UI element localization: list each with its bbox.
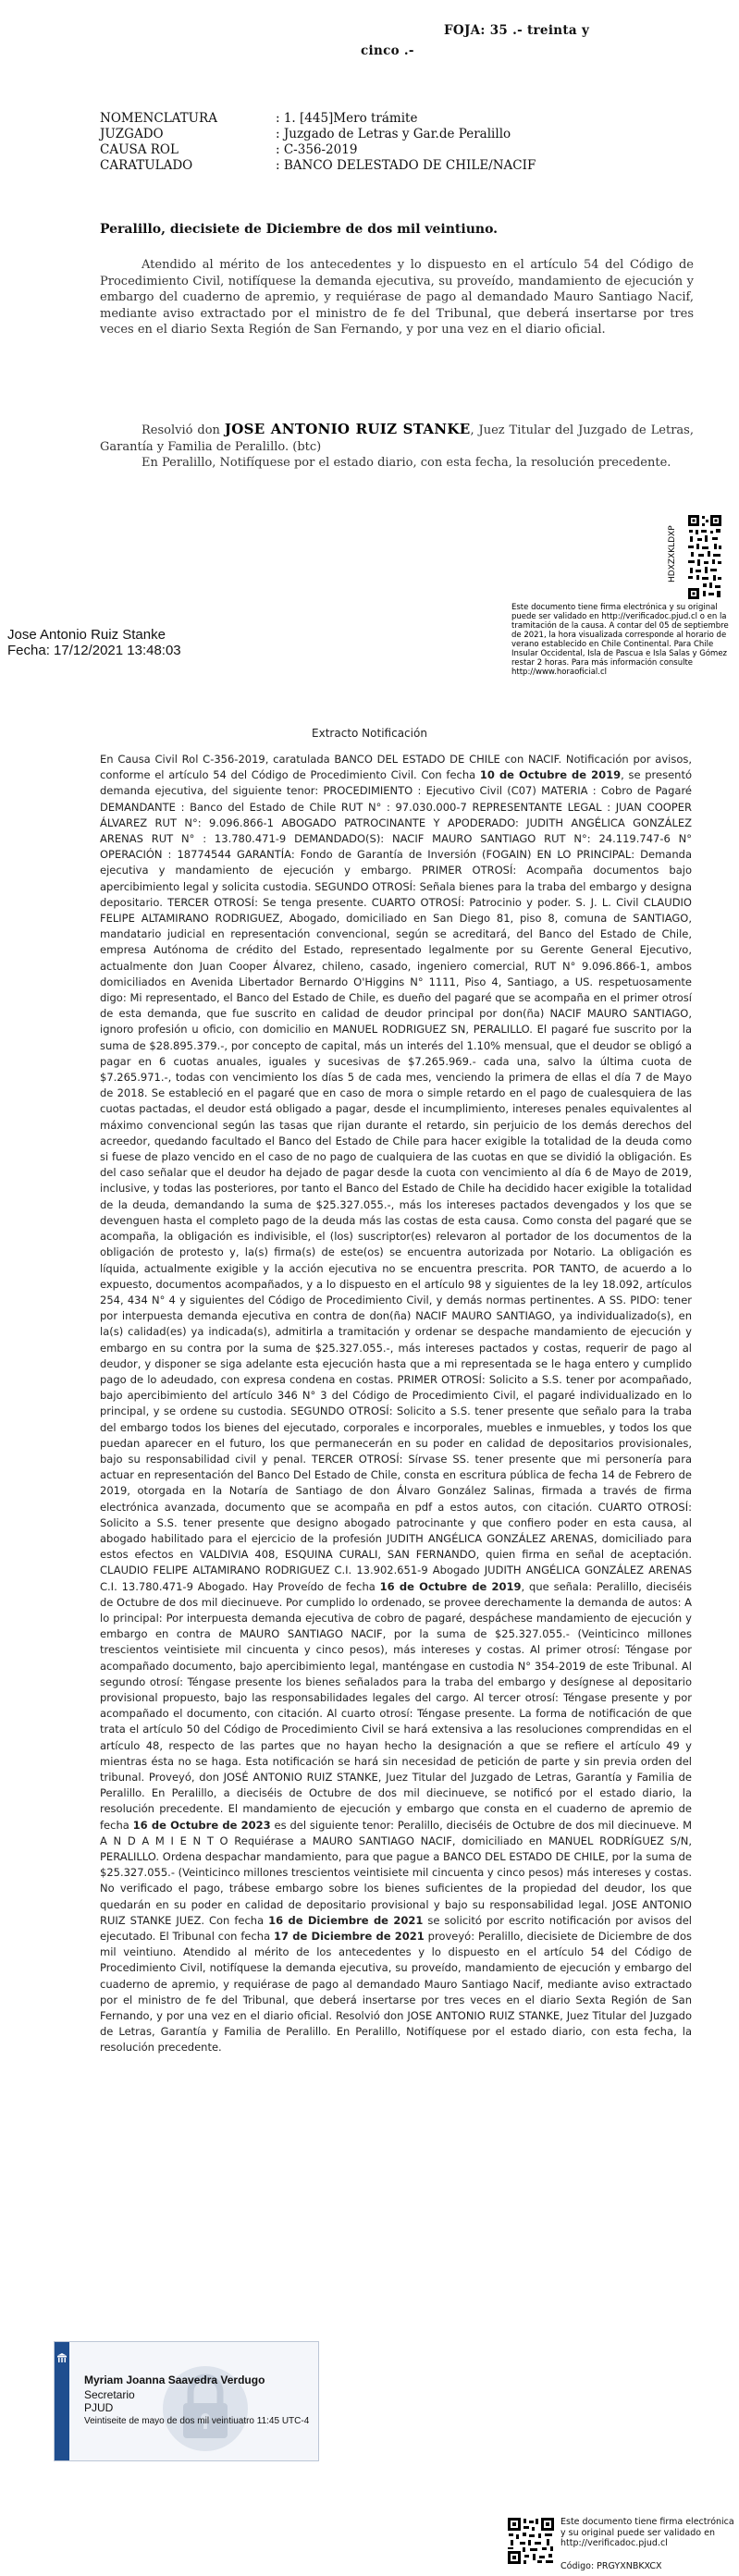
meta-key: NOMENCLATURA (100, 111, 217, 126)
resolved-pre: Resolvió don (142, 423, 225, 437)
signature-role: Secretario (84, 2388, 135, 2401)
meta-value: : BANCO DELESTADO DE CHILE/NACIF (276, 158, 536, 173)
resolved-post: , Juez Titular del Juzgado de Letras, Garantía y Familia de Peralillo. (btc) (100, 423, 694, 454)
signer-date: Fecha: 17/12/2021 13:48:03 (7, 643, 181, 658)
judge-name: JOSE ANTONIO RUIZ STANKE (224, 421, 471, 437)
meta-row (100, 127, 692, 142)
electronic-signer (7, 627, 181, 658)
bottom-validation-code: Código: PRGYXNBKXCX (560, 2561, 662, 2571)
digital-signature-box (54, 2341, 319, 2461)
meta-row (100, 111, 692, 127)
extract-text-run: , que señala: Peralillo, dieciséis de Octubre de dos mil diecinueve. Por cumplido lo ordenado, se provee derechamente la demanda de autos: A lo principal: Por interpuesta demanda ejecutiva de cobro de pagaré, despáchese mandamiento de ejecución y embargo en contra de MAURO SANTIAGO NACIF, por la suma de $25.327.055.- (Veinticinco millones trescientos veintisiete mil cincuenta y cinco pesos), más intereses y costas. Al primer otrosí: Téngase por acompañado documento, bajo apercibimiento legal, manténgase en custodia N° 354-2019 de este Tribunal. Al segundo otrosí: Téngase presente los bienes señalados para la traba del embargo y desígnese al depositario provisional propuesto, bajo las responsabilidades legales del cargo. Al tercer otrosí: Téngase presente y por acompañado el documento, con citación. Al cuarto otrosí: Téngase presente. La forma de notificación de que trata el artículo 50 del Código de Procedimiento Civil se hará extensiva a las resoluciones comprendidas en el artículo 48, respecto de las partes que no hayan hecho la designación a que se refiere el artículo 49 y mientras ésta no se haga. Esta notificación se hará sin necesidad de petición de parte y sin previa orden del tribunal. Proveyó, don JOSÉ ANTONIO RUIZ STANKE, Juez Titular del Juzgado de Letras, Garantía y Familia de Peralillo. En Peralillo, a dieciséis de Octubre de dos mil diecinueve, se notificó por el estado diario, la resolución precedente. El mandamiento de ejecución y embargo que consta en el cuaderno de apremio de fecha (100, 1579, 692, 1832)
place-date: Peralillo, diecisiete de Diciembre de dos mil veintiuno. (100, 222, 499, 237)
signature-date: Veintiseite de mayo de dos mil veintiuatro 11:45 UTC-4 (84, 2416, 310, 2426)
resolution-signature-paragraph (100, 422, 694, 472)
signature-name: Myriam Joanna Saavedra Verdugo (84, 2374, 265, 2386)
meta-key: CARATULADO (100, 158, 193, 173)
meta-value: : C-356-2019 (276, 142, 358, 157)
signer-name: Jose Antonio Ruiz Stanke (7, 627, 166, 643)
meta-row (100, 158, 692, 174)
meta-key: JUZGADO (100, 127, 164, 141)
extract-title: Extracto Notificación (312, 727, 427, 740)
signature-details (84, 2374, 309, 2427)
extract-date-bold: 10 de Octubre de 2019 (479, 768, 622, 782)
extract-text-run: es del siguiente tenor: Peralillo, dieciséis de Octubre de dos mil diecinueve. M A N D A M I E N T O Requiérase a MAURO SANTIAGO NACIF, domiciliado en MANUEL RODRÍGUEZ S/N, PERALILLO. Ordena despachar mandamiento, para que pague a BANCO DEL ESTADO DE CHILE, por la suma de $25.327.055.- (Veinticinco millones trescientos veintisiete mil cincuenta y cinco pesos) más intereses y costas. No verificado el pago, trábese embargo sobre los bienes suficientes de la propiedad del deudor, los que quedarán en su poder en calidad de depositario provisional y bajo su responsabilidad legal. JOSE ANTONIO RUIZ STANKE JUEZ. Con fecha (100, 1818, 692, 1927)
decree-paragraph: Atendido al mérito de los antecedentes y lo dispuesto en el artículo 54 del Código de Procedimiento Civil, notifíquese la demanda ejecutiva, su proveído, mandamiento de ejecución y embargo del cuaderno de apremio, y requiérase de pago al demandado Mauro Santiago Nacif, mediante aviso extractado por el ministro de fe del Tribunal, que deberá insertarse por tres veces en el diario Sexta Región de San Fernando, y por una vez en el diario oficial. (100, 258, 694, 337)
qr-code-icon (686, 513, 723, 601)
foja-header (361, 20, 675, 61)
validation-code: HDXZXKLDXP (668, 525, 677, 583)
meta-row (100, 142, 692, 158)
extract-date-bold: 17 de Diciembre de 2021 (274, 1930, 425, 1944)
meta-key: CAUSA ROL (100, 142, 179, 157)
validation-notice: Este documento tiene firma electrónica y su original puede ser validado en http://verificadoc.pjud.cl o en la tramitación de la causa. A contar del 05 de septiembre de 2021, la hora visualizada corresponde al horario de verano establecido en Chile Continental. Para Chile Insular Occidental, Isla de Pascua e Isla Salas y Gómez restar 2 horas. Para más información consulte http://www.horaoficial.cl (511, 603, 729, 677)
meta-value: : Juzgado de Letras y Gar.de Peralillo (276, 127, 511, 141)
extract-text-run: se solicitó por escrito notificación por avisos del ejecutado. El Tribunal con fecha (100, 1913, 692, 1944)
extract-text-run: proveyó: Peralillo, diecisiete de Diciembre de dos mil veintiuno. Atendido al mérito de los antecedentes y lo dispuesto en el artículo 54 del Código de Procedimiento Civil, notifíquese la demanda ejecutiva, su proveído, mandamiento de ejecución y embargo del cuaderno de apremio, y requiérase de pago al demandado Mauro Santiago Nacif, mediante aviso extractado por el ministro de fe del Tribunal, que deberá insertarse por tres veces en el diario Sexta Región de San Fernando, y por una vez en el diario oficial. Resolvió don JOSE ANTONIO RUIZ STANKE, Juez Titular del Juzgado de Letras, Garantía y Familia de Peralillo. En Peralillo, Notifíquese por el estado diario, con esta fecha, la resolución precedente. (100, 1930, 692, 2055)
signature-org: PJUD (84, 2401, 114, 2414)
extract-date-bold: 16 de Diciembre de 2021 (268, 1913, 424, 1927)
notify-paragraph: En Peralillo, Notifíquese por el estado diario, con esta fecha, la resolución precedente. (142, 456, 671, 470)
foja-line2: cinco .- (361, 43, 414, 58)
extract-text-run: , se presentó demanda ejecutiva, del siguiente tenor: PROCEDIMIENTO : Ejecutivo Civil (C07) MATERIA : Cobro de Pagaré DEMANDANTE : Banco del Estado de Chile RUT N° : 97.030.000-7 REPRESENTANTE LEGAL : JUAN COOPER ÁLVAREZ RUT N°: 9.096.866-1 ABOGADO PATROCINANTE Y APODERADO: JUDITH ANGÉLICA GONZÁLEZ ARENAS RUT N° : 13.780.471-9 DEMANDADO(S): NACIF MAURO SANTIAGO RUT N°: 24.119.747-6 N° OPERACIÓN : 18774544 GARANTÍA: Fondo de Garantía de Inversión (FOGAIN) EN LO PRINCIPAL: Demanda ejecutiva y mandamiento de ejecución y embargo. PRIMER OTROSÍ: Acompaña documentos bajo apercibimiento legal y solicita custodia. SEGUNDO OTROSÍ: Señala bienes para la traba del embargo y designa depositario. TERCER OTROSÍ: Se tenga presente. CUARTO OTROSÍ: Patrocinio y poder. S. J. L. Civil CLAUDIO FELIPE ALTAMIRANO RODRIGUEZ, Abogado, domiciliado en San Diego 81, piso 8, comuna de SANTIAGO, mandatario judicial en representación convencional, según se acreditará, del Banco del Estado de Chile, empresa Autónoma de crédito del Estado, representado legalmente por su Gerente General Ejecutivo, actualmente don Juan Cooper Álvarez, chileno, casado, ingeniero comercial, RUT N° 9.096.866-1, ambos domiciliados en Avenida Libertador Bernardo O'Higgins N° 1111, Piso 4, Santiago, a US. respetuosamente digo: Mi representado, el Banco del Estado de Chile, es dueño del pagaré que se acompaña en el primer otrosí de esta demanda, que fue suscrito en calidad de deudor principal por don(ña) NACIF MAURO SANTIAGO, ignoro profesión u oficio, con domicilio en MANUEL RODRIGUEZ SN, PERALILLO. El pagaré fue suscrito por la suma de $28.895.379.-, por concepto de capital, más un interés del 1.10% mensual, que el deudor se obligó a pagar en 6 cuotas anuales, iguales y sucesivas de $7.265.969.- cada una, salvo la última cuota de $7.265.971.-, todas con vencimiento los días 5 de cada mes, venciendo la primera de ellas el día 7 de Mayo de 2018. Se estableció en el pagaré que en caso de mora o simple retardo en el pago de cualesquiera de las cuotas pactadas, el deudor está obligado a pagar, desde el incumplimiento, intereses penales equivalentes al máximo convencional según las tasas que rijan durante el retardo, sin perjuicio de los demás derechos del acreedor, quedando facultado el Banco del Estado de Chile para hacer exigible la totalidad de la deuda como si fuese de plazo vencido en el caso de no pago de cualquiera de las cuotas en que se dividió la obligación. Es del caso señalar que el deudor ha dejado de pagar desde la cuota con vencimiento al día 6 de Mayo de 2019, inclusive, y todas las posteriores, por tanto el Banco del Estado de Chile ha decidido hacer exigible la totalidad de la deuda, demandando la suma de $25.327.055.-, más los intereses pactados devengados y los que se devenguen hasta el completo pago de la deuda más las costas de esta causa. Como consta del pagaré que se acompaña, la obligación es indivisible, el (los) suscriptor(es) relevaron al portador de los documentos de la obligación de protesto y, la(s) firma(s) de este(os) se encuentra autorizada por Notario. La obligación es líquida, actualmente exigible y la acción ejecutiva no se encuentra prescrita. POR TANTO, de acuerdo a lo expuesto, documentos acompañados, y a lo dispuesto en el artículo 98 y siguientes de la ley 18.092, artículos 254, 434 N° 4 y siguientes del Código de Procedimiento Civil, y demás normas pertinentes. A SS. PIDO: tener por interpuesta demanda ejecutiva en contra de don(ña) NACIF MAURO SANTIAGO, ya individualizado(s), en la(s) calidad(es) ya indicada(s), admitirla a tramitación y ordenar se despache mandamiento de ejecución y embargo en su contra por la suma de $25.327.055.-, más intereses pactados y costas, requerir de pago al deudor, y disponer se siga adelante esta ejecución hasta que a mi representada se le haga entero y cumplido pago de lo adeudado, con expresa condena en costas. PRIMER OTROSÍ: Solicito a S.S. tener por acompañado, bajo apercibimiento del artículo 346 N° 3 del Código de Procedimiento Civil, el pagaré individualizado en lo principal, y se ordene su custodia. SEGUNDO OTROSÍ: Solicito a S.S. tener presente que señalo para la traba del embargo todos los bienes del ejecutado, corporales e incorporales, muebles e inmuebles, y todos los que puedan aparecer en el futuro, los que permanecerán en su poder en calidad de depositarios provisionales, bajo su responsabilidad civil y penal. TERCER OTROSÍ: Sírvase SS. tener presente que mi personería para actuar en representación del Banco Del Estado de Chile, consta en escritura pública de fecha 14 de Febrero de 2019, otorgada en la Notaría de Santiago de don Álvaro González Salinas, firmada a través de firma electrónica avanzada, documento que se acompaña en pdf a estos autos, con citación. CUARTO OTROSÍ: Solicito a S.S. tener presente que designo abogado patrocinante y que confiero poder en esta causa, al abogado habilitado para el ejercicio de la profesión JUDITH ANGÉLICA GONZÁLEZ ARENAS, domiciliado para estos efectos en VALDIVIA 408, ESQUINA CURALI, SAN FERNANDO, quien firma en señal de aceptación. CLAUDIO FELIPE ALTAMIRANO RODRIGUEZ C.I. 13.902.651-9 Abogado JUDITH ANGÉLICA GONZÁLEZ ARENAS C.I. 13.780.471-9 Abogado. Hay Proveído de fecha (100, 768, 693, 1593)
resolved-by (100, 422, 694, 455)
institution-emblem-icon (56, 2353, 68, 2364)
extract-body (100, 752, 692, 2056)
extract-text-run: En Causa Civil Rol C-356-2019, caratulada BANCO DEL ESTADO DE CHILE con NACIF. Notificación por avisos, conforme el artículo 54 del Código de Procedimiento Civil. Con fecha (100, 753, 692, 782)
extract-date-bold: 16 de Octubre de 2019 (379, 1579, 522, 1593)
bottom-qr-code-icon (507, 2517, 555, 2565)
extract-date-bold: 16 de Octubre de 2023 (132, 1818, 271, 1832)
case-metadata (100, 111, 692, 174)
foja-line1: FOJA: 35 .- treinta y (444, 23, 590, 38)
meta-value: : 1. [445]Mero trámite (276, 111, 418, 126)
bottom-validation-notice: Este documento tiene firma electrónica y su original puede ser validado en http://verificadoc.pjud.cl (560, 2517, 734, 2548)
